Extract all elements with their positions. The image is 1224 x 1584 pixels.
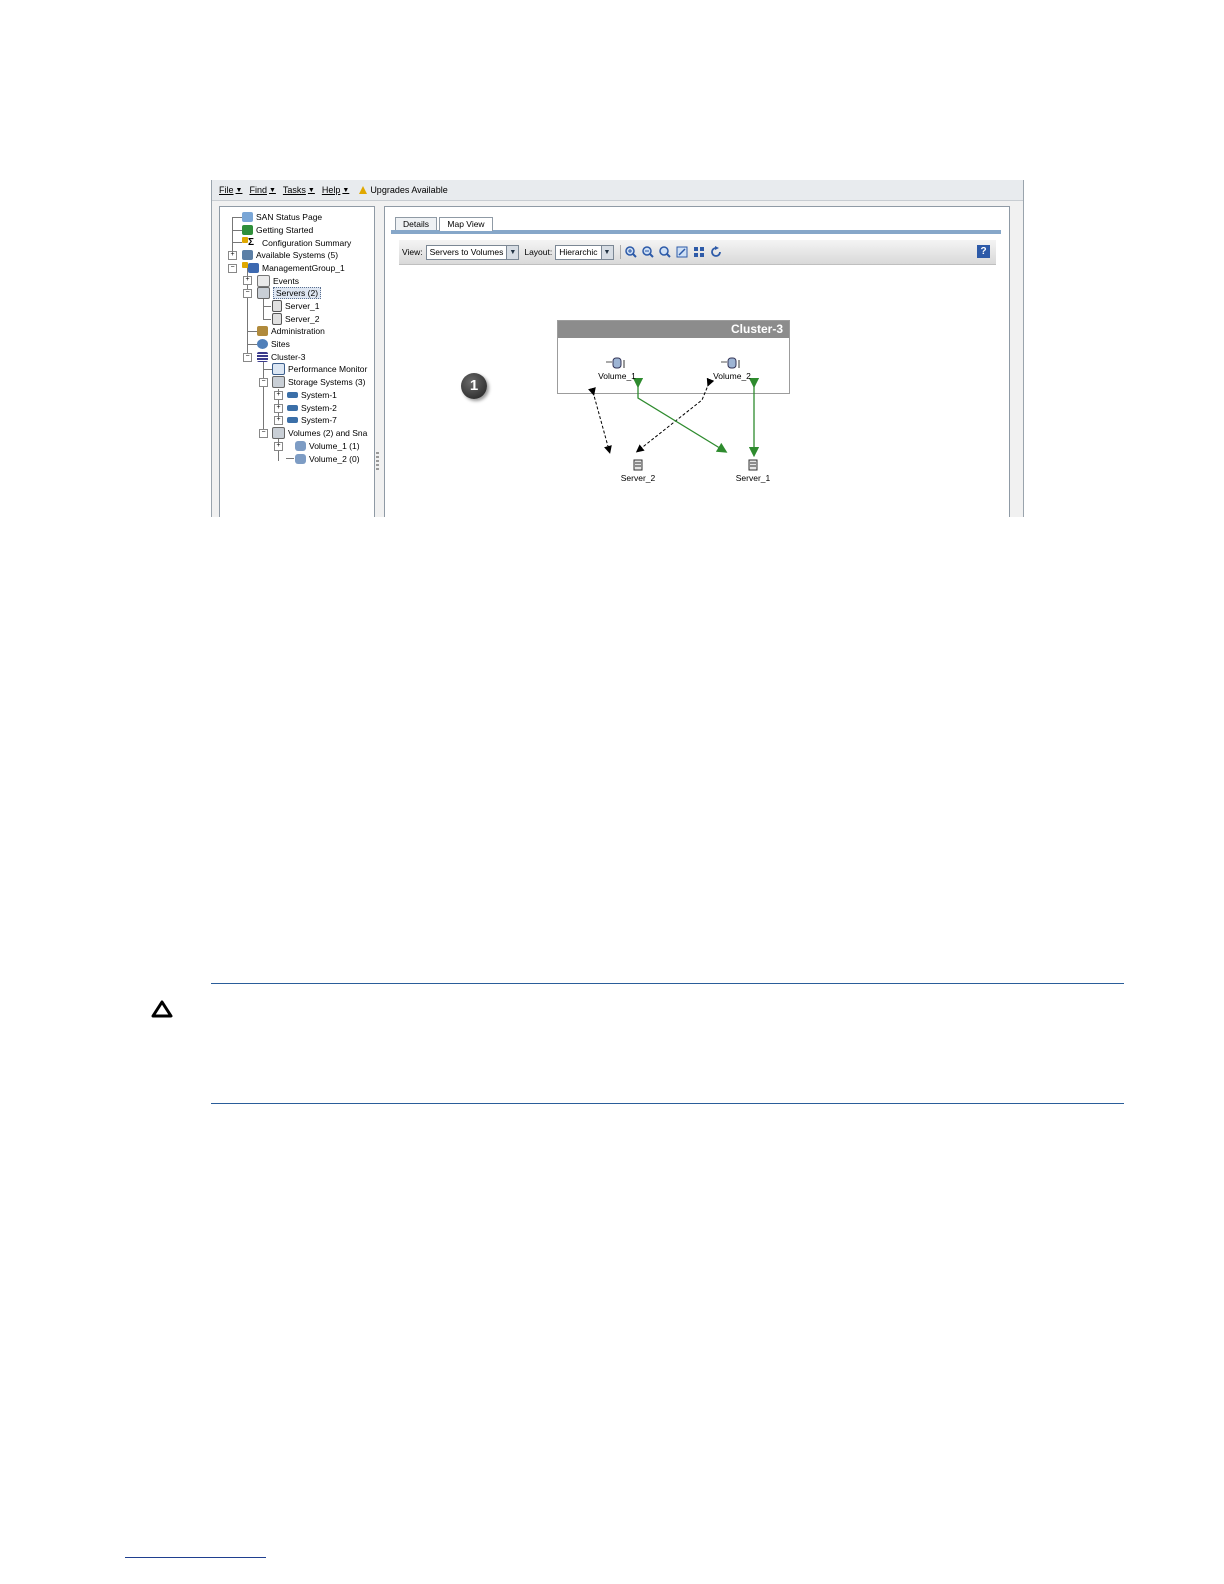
tree-item-servers[interactable]: Servers (2) xyxy=(257,287,321,299)
menu-tasks[interactable]: Tasks ▼ xyxy=(282,185,315,195)
tree-item-administration[interactable]: Administration xyxy=(257,325,325,337)
menu-help[interactable]: Help ▼ xyxy=(321,185,350,195)
volume-icon xyxy=(606,357,628,369)
tree-item-available-systems[interactable]: Available Systems (5) xyxy=(242,249,338,261)
caution-rule-top xyxy=(211,983,1124,984)
caution-rule-bottom xyxy=(211,1103,1124,1104)
callout-number: 1 xyxy=(461,373,487,399)
tree-item-volume-2[interactable]: Volume_2 (0) xyxy=(295,453,360,465)
cmc-screenshot xyxy=(211,180,1024,517)
navigation-tree: + − + − − − + + + − + SAN Status Page Getting Started Σ Configuration Summary Available Systems (5) ManagementGroup_1 Events Servers (2) Server_1 Server_2 Administration Sites Cluster-3 Performance Monitor Storage Systems (3) System-1 System-2 System-7 Volumes (2) and Sna Volume_1 (1) Volume_2 (0) xyxy=(219,206,375,517)
tree-item-system-1[interactable]: System-1 xyxy=(287,389,337,401)
cluster-title: Cluster-3 xyxy=(558,321,789,338)
tree-item-management-group[interactable]: ManagementGroup_1 xyxy=(242,262,345,274)
tree-item-cluster[interactable]: Cluster-3 xyxy=(257,351,305,363)
tree-item-server-2[interactable]: Server_2 xyxy=(272,313,320,325)
tab-details[interactable]: Details xyxy=(395,217,437,230)
menu-file[interactable]: File ▼ xyxy=(219,185,243,195)
tree-item-volume-1[interactable]: Volume_1 (1) xyxy=(295,440,360,452)
tree-item-storage-systems[interactable]: Storage Systems (3) xyxy=(272,376,365,388)
sigma-icon: Σ xyxy=(248,237,255,248)
tree-item-system-2[interactable]: System-2 xyxy=(287,402,337,414)
tree-item-server-1[interactable]: Server_1 xyxy=(272,300,320,312)
tree-item-sites[interactable]: Sites xyxy=(257,338,290,350)
chevron-down-icon: ▼ xyxy=(601,246,613,259)
map-node-volume-2[interactable]: Volume_2 xyxy=(712,357,752,381)
tree-item-san-status[interactable]: SAN Status Page xyxy=(242,211,322,223)
map-node-server-2[interactable]: Server_2 xyxy=(618,459,658,483)
help-button[interactable]: ? xyxy=(977,245,990,258)
tree-item-configuration-summary[interactable]: Σ Configuration Summary xyxy=(242,237,351,249)
link-volume2-server2 xyxy=(639,383,709,450)
menu-find[interactable]: Find ▼ xyxy=(249,185,276,195)
server-icon xyxy=(633,459,643,471)
tab-map-view[interactable]: Map View xyxy=(439,217,493,231)
upgrades-available-link[interactable]: Upgrades Available xyxy=(359,185,447,195)
footnote-rule xyxy=(125,1557,266,1558)
layout-label: Layout: xyxy=(524,247,553,257)
view-label: View: xyxy=(402,247,423,257)
map-node-server-1[interactable]: Server_1 xyxy=(733,459,773,483)
tree-item-volumes[interactable]: Volumes (2) and Sna xyxy=(272,427,367,439)
tree-item-events[interactable]: Events xyxy=(257,275,299,287)
link-volume1-server2 xyxy=(593,392,609,450)
view-select[interactable]: Servers to Volumes ▼ xyxy=(426,245,520,260)
chevron-down-icon: ▼ xyxy=(506,246,518,259)
caution-icon xyxy=(150,999,174,1019)
map-node-volume-1[interactable]: Volume_1 xyxy=(597,357,637,381)
server-icon xyxy=(748,459,758,471)
volume-icon xyxy=(721,357,743,369)
layout-select[interactable]: Hierarchic ▼ xyxy=(555,245,613,260)
tree-item-system-7[interactable]: System-7 xyxy=(287,414,337,426)
tree-item-getting-started[interactable]: Getting Started xyxy=(242,224,313,236)
tree-item-performance-monitor[interactable]: Performance Monitor xyxy=(272,363,367,375)
